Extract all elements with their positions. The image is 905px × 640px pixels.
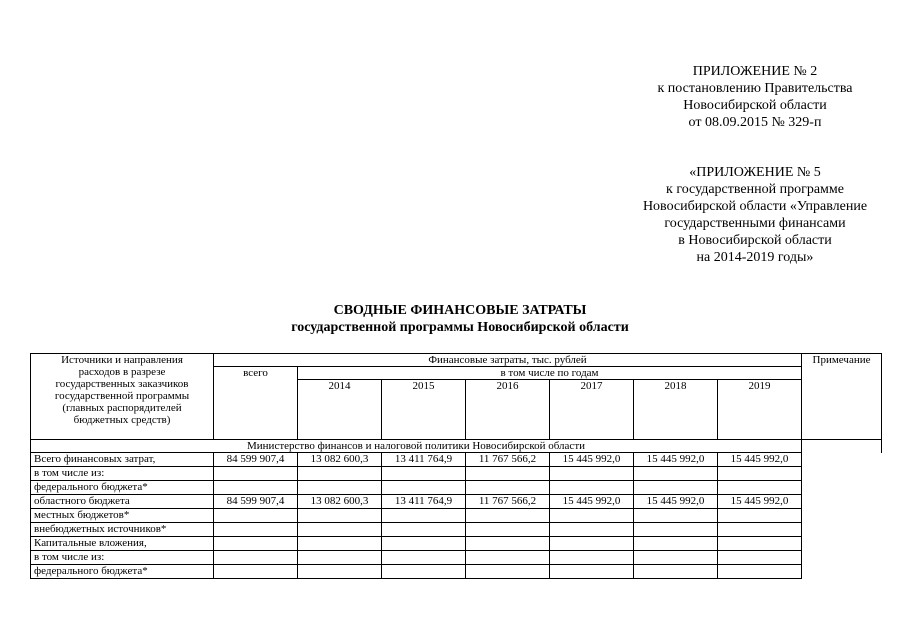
row-label: федерального бюджета* [31, 565, 214, 579]
header-year: 2018 [634, 380, 718, 440]
appendix-2-block [640, 63, 870, 131]
row-value [550, 565, 634, 579]
row-value [382, 551, 466, 565]
table-row [31, 551, 882, 565]
row-value: 15 445 992,0 [718, 453, 802, 467]
row-value [550, 481, 634, 495]
row-value [382, 565, 466, 579]
row-value [298, 537, 382, 551]
row-value [718, 551, 802, 565]
header-sources [31, 354, 214, 440]
appendix-5-line: «ПРИЛОЖЕНИЕ № 5 [689, 165, 821, 180]
row-value [298, 565, 382, 579]
row-label: в том числе из: [31, 467, 214, 481]
note-cell [802, 440, 882, 453]
row-value [634, 551, 718, 565]
header-sources-line: государственных заказчиков [55, 378, 189, 390]
row-value [466, 467, 550, 481]
table-row [31, 523, 882, 537]
appendix-5-line: в Новосибирской области [678, 233, 832, 248]
header-year: 2017 [550, 380, 634, 440]
row-value [634, 523, 718, 537]
row-value [718, 565, 802, 579]
row-value: 15 445 992,0 [634, 453, 718, 467]
row-value: 84 599 907,4 [214, 495, 298, 509]
row-value [382, 481, 466, 495]
header-sources-line: (главных распорядителей [62, 402, 182, 414]
appendix-5-line: Новосибирской области «Управление [642, 199, 868, 214]
row-value [214, 565, 298, 579]
row-label: областного бюджета [31, 495, 214, 509]
header-fin-costs: Финансовые затраты, тыс. рублей [214, 354, 802, 367]
header-sources-line: государственной программы [54, 390, 190, 402]
row-value [634, 565, 718, 579]
row-value [214, 481, 298, 495]
row-label: федерального бюджета* [31, 481, 214, 495]
row-value [550, 551, 634, 565]
appendix-5-line: к государственной программе [666, 182, 844, 197]
row-value: 15 445 992,0 [718, 495, 802, 509]
header-sources-line: Источники и направления [61, 354, 183, 366]
row-value [466, 509, 550, 523]
row-value [214, 467, 298, 481]
row-value [634, 481, 718, 495]
table-row [31, 467, 882, 481]
table-row [31, 537, 882, 551]
financial-costs-table [30, 353, 882, 579]
row-value: 15 445 992,0 [550, 495, 634, 509]
row-label: Капитальные вложения, [31, 537, 214, 551]
row-value [718, 481, 802, 495]
row-value [718, 467, 802, 481]
row-value [718, 523, 802, 537]
row-value [466, 523, 550, 537]
row-value: 13 411 764,9 [382, 453, 466, 467]
header-sources-line: бюджетных средств) [73, 414, 171, 426]
row-value [718, 509, 802, 523]
row-value [214, 551, 298, 565]
row-value [550, 523, 634, 537]
row-value [298, 481, 382, 495]
header-sources-line: расходов в разрезе [78, 366, 166, 378]
row-value [550, 467, 634, 481]
appendix-2-line: Новосибирской области [683, 98, 827, 113]
header-year: 2016 [466, 380, 550, 440]
appendix-2-line: ПРИЛОЖЕНИЕ № 2 [692, 64, 818, 79]
row-value [382, 509, 466, 523]
row-value [634, 537, 718, 551]
header-by-years: в том числе по годам [298, 367, 802, 380]
row-value [466, 481, 550, 495]
table-row [31, 565, 882, 579]
row-label: Всего финансовых затрат, [31, 453, 214, 467]
row-value [466, 537, 550, 551]
appendix-5-block [600, 164, 905, 266]
row-value [466, 565, 550, 579]
row-value [550, 537, 634, 551]
document-title [160, 302, 760, 336]
row-value: 13 082 600,3 [298, 495, 382, 509]
table-row [31, 481, 882, 495]
row-value [214, 537, 298, 551]
header-note: Примечание [802, 354, 882, 440]
header-year: 2019 [718, 380, 802, 440]
row-value [466, 551, 550, 565]
title-line-2: государственной программы Новосибирской области [291, 320, 629, 335]
table-body [31, 453, 882, 579]
row-value: 15 445 992,0 [634, 495, 718, 509]
row-value [298, 467, 382, 481]
row-label: внебюджетных источников* [31, 523, 214, 537]
row-value [634, 509, 718, 523]
table-row [31, 509, 882, 523]
appendix-2-line: к постановлению Правительства [657, 81, 853, 96]
appendix-5-line: государственными финансами [664, 216, 846, 231]
header-total: всего [214, 367, 298, 440]
row-label: в том числе из: [31, 551, 214, 565]
row-value: 13 082 600,3 [298, 453, 382, 467]
row-value [382, 523, 466, 537]
section-row: Министерство финансов и налоговой политики Новосибирской области [31, 440, 802, 453]
row-value: 11 767 566,2 [466, 453, 550, 467]
table-row [31, 453, 882, 467]
row-value [298, 523, 382, 537]
row-value [298, 551, 382, 565]
row-value [298, 509, 382, 523]
row-value [214, 509, 298, 523]
table-row [31, 495, 882, 509]
appendix-5-line: на 2014-2019 годы» [696, 250, 814, 265]
row-value [718, 537, 802, 551]
row-value: 11 767 566,2 [466, 495, 550, 509]
row-value [550, 509, 634, 523]
title-line-1: СВОДНЫЕ ФИНАНСОВЫЕ ЗАТРАТЫ [333, 303, 587, 318]
header-year: 2014 [298, 380, 382, 440]
header-year: 2015 [382, 380, 466, 440]
row-value [214, 523, 298, 537]
row-label: местных бюджетов* [31, 509, 214, 523]
row-value: 84 599 907,4 [214, 453, 298, 467]
row-value: 13 411 764,9 [382, 495, 466, 509]
row-value [634, 467, 718, 481]
row-value [382, 537, 466, 551]
appendix-2-line: от 08.09.2015 № 329-п [688, 115, 822, 130]
row-value: 15 445 992,0 [550, 453, 634, 467]
row-value [382, 467, 466, 481]
